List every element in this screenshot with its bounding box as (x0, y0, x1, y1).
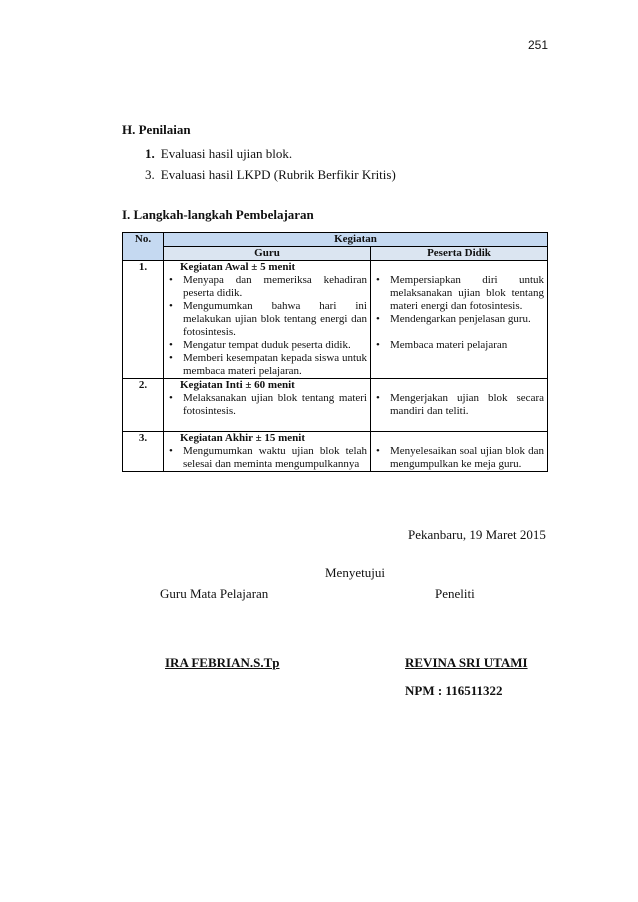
item-number: 1. (145, 146, 155, 161)
peserta-activity: • Mempersiapkan diri untuk melaksanakan ujian blok tentang materi energi dan fotosintesis. (390, 274, 544, 313)
guru-cell (164, 432, 371, 472)
guru-activity: • Memberi kesempatan kepada siswa untuk membaca materi pelajaran. (183, 352, 367, 378)
right-signatory-name: REVINA SRI UTAMI (405, 655, 528, 670)
section-i-title: I. Langkah-langkah Pembelajaran (122, 207, 314, 222)
guru-activity: • Mengumumkan waktu ujian blok telah selesai dan meminta mengumpulkannya (183, 445, 367, 471)
section-h-title: H. Penilaian (122, 122, 191, 137)
item-text: Evaluasi hasil LKPD (Rubrik Berfikir Kritis) (160, 167, 396, 182)
activity-title: Kegiatan Akhir ± 15 menit (180, 432, 306, 444)
header-no: No. (123, 233, 164, 261)
approval-label: Menyetujui (325, 565, 385, 580)
section-h-item-1 (145, 146, 292, 162)
table-row (123, 379, 548, 432)
row-number: 3. (123, 432, 164, 472)
item-text: Evaluasi hasil ujian blok. (160, 146, 293, 161)
peserta-cell (371, 432, 548, 472)
header-guru: Guru (164, 247, 371, 261)
guru-cell (164, 379, 371, 432)
place-date: Pekanbaru, 19 Maret 2015 (408, 527, 546, 542)
activity-title: Kegiatan Awal ± 5 menit (180, 261, 296, 273)
left-role: Guru Mata Pelajaran (160, 586, 269, 601)
header-peserta: Peserta Didik (371, 247, 548, 261)
kegiatan-table (122, 232, 548, 472)
right-role: Peneliti (435, 586, 475, 601)
page-number: 251 (527, 38, 548, 52)
table-row (123, 261, 548, 379)
guru-activity: • Mengatur tempat duduk peserta didik. (183, 339, 367, 352)
left-signatory-name: IRA FEBRIAN.S.Tp (165, 655, 280, 670)
activity-title: Kegiatan Inti ± 60 menit (180, 379, 295, 391)
guru-activity: • Mengumumkan bahwa hari ini melakukan ujian blok tentang energi dan fotosintesis. (183, 300, 367, 339)
item-number: 3. (145, 167, 155, 182)
peserta-cell (371, 379, 548, 432)
right-signatory-id: NPM : 116511322 (405, 683, 503, 698)
peserta-activity: • Menyelesaikan soal ujian blok dan mengumpulkan ke meja guru. (390, 445, 544, 471)
peserta-cell (371, 261, 548, 379)
guru-cell (164, 261, 371, 379)
peserta-activity: • Membaca materi pelajaran (390, 339, 544, 352)
row-number: 1. (123, 261, 164, 379)
row-number: 2. (123, 379, 164, 432)
guru-activity: • Menyapa dan memeriksa kehadiran peserta didik. (183, 274, 367, 300)
table-row (123, 432, 548, 472)
guru-activity: • Melaksanakan ujian blok tentang materi fotosintesis. (183, 392, 367, 418)
section-h-item-2 (145, 167, 396, 183)
peserta-activity: • Mendengarkan penjelasan guru. (390, 313, 544, 326)
peserta-activity: • Mengerjakan ujian blok secara mandiri dan teliti. (390, 392, 544, 418)
header-kegiatan: Kegiatan (164, 233, 548, 247)
